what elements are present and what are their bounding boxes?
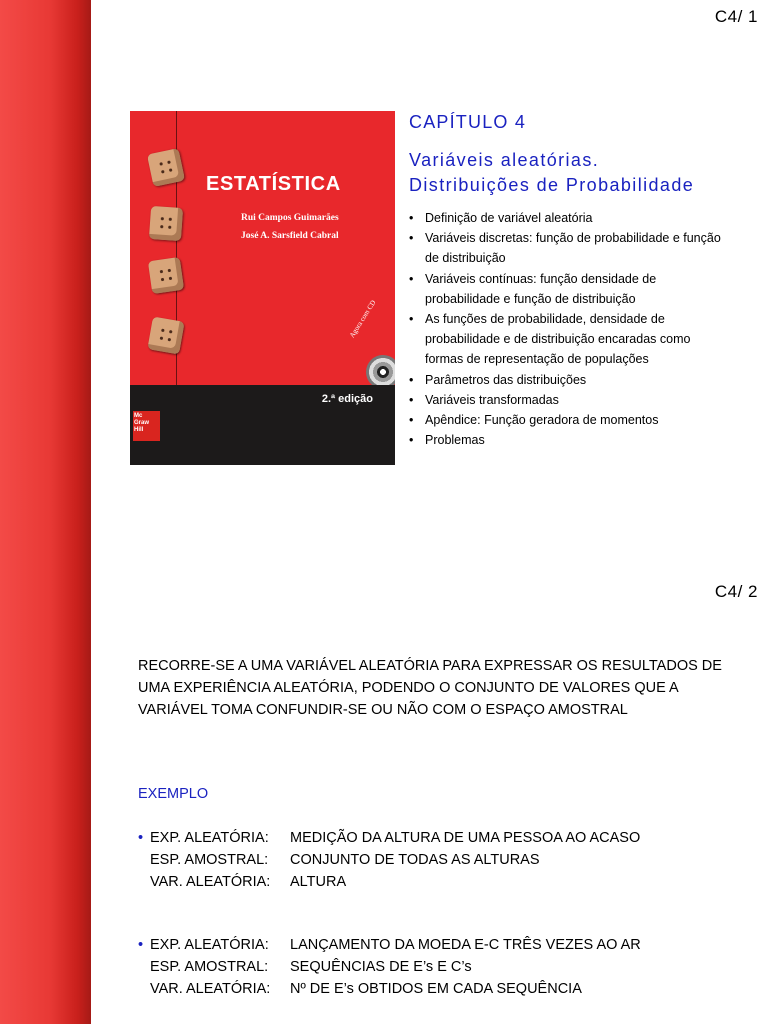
list-item: • Parâmetros das distribuições (409, 370, 735, 390)
dice-icon (147, 148, 185, 187)
example-block: • EXP. ALEATÓRIA: LANÇAMENTO DA MOEDA E-C TRÊS VEZES AO AR ESP. AMOSTRAL: SEQUÊNCIAS DE E’s E C’s VAR. ALEATÓRIA: Nº DE E’s OBTIDOS EM CADA SEQUÊNCIA (138, 934, 641, 1000)
example-heading: EXEMPLO (138, 786, 209, 802)
intro-paragraph: RECORRE-SE A UMA VARIÁVEL ALEATÓRIA PARA EXPRESSAR OS RESULTADOS DE UMA EXPERIÊNCIA ALEATÓRIA, PODENDO O CONJUNTO DE VALORES QUE A VARIÁVEL TOMA CONFUNDIR-SE OU NÃO COM O ESPAÇO AMOSTRAL (138, 658, 722, 718)
chapter-title: Variáveis aleatórias. Distribuições de Probabilidade (409, 150, 695, 195)
list-item: • As funções de probabilidade, densidade de probabilidade e de distribuição encaradas como formas de representação de populações (409, 309, 720, 370)
dice-icon (148, 257, 184, 294)
example-block: • EXP. ALEATÓRIA: MEDIÇÃO DA ALTURA DE UMA PESSOA AO ACASO ESP. AMOSTRAL: CONJUNTO DE TODAS AS ALTURAS VAR. ALEATÓRIA: ALTURA (138, 827, 640, 893)
list-item: • Definição de variável aleatória (409, 208, 735, 228)
chapter-topics-list (409, 208, 735, 450)
list-item: • Variáveis contínuas: função densidade de probabilidade e função de distribuição (409, 269, 710, 309)
chapter-label: CAPÍTULO 4 (409, 112, 527, 132)
list-item: • Variáveis discretas: função de probabilidade e função de distribuição (409, 228, 735, 268)
dice-icon (149, 206, 183, 241)
list-item: • Problemas (409, 430, 735, 450)
cd-label: Agora com CD (348, 298, 378, 340)
cover-edition: 2.ª edição (321, 393, 373, 405)
bullet-icon: • (138, 937, 144, 953)
bullet-icon: • (138, 830, 144, 846)
cover-title: ESTATÍSTICA (206, 173, 341, 195)
left-red-band (0, 0, 91, 1024)
list-item: • Apêndice: Função geradora de momentos (409, 410, 735, 430)
page-number-1: C4/ 1 (714, 7, 758, 26)
page-number-2: C4/ 2 (714, 582, 758, 601)
dice-icon (147, 316, 184, 354)
cd-icon (366, 355, 395, 389)
cover-author: José A. Sarsfield Cabral (241, 231, 339, 241)
list-item: • Variáveis transformadas (409, 390, 735, 410)
cover-author: Rui Campos Guimarães (241, 213, 339, 223)
book-cover (130, 111, 395, 465)
mcgraw-hill-logo: Mc Graw Hill (133, 411, 160, 441)
